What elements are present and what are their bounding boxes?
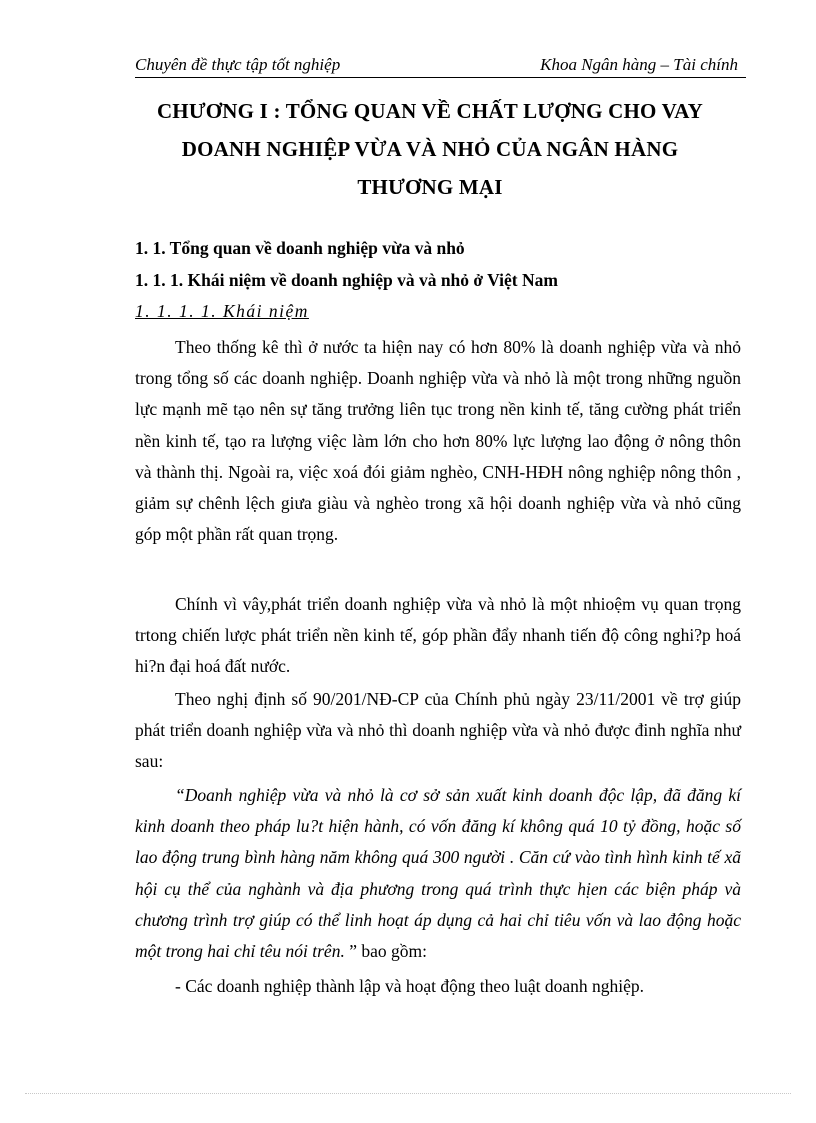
paragraph-importance-text: Chính vì vây,phát triển doanh nghiệp vừa và nhỏ là một nhioệm vụ quan trọng trtong chiến lược phát triển nền kinh tế, góp phần đẩy nhanh tiến độ công nghi?p hoá hi?n đại hoá đất nước. xyxy=(135,594,741,677)
header-faculty: Khoa Ngân hàng – Tài chính xyxy=(540,55,738,74)
section-heading-1-1-1: 1. 1. 1. Khái niệm về doanh nghiệp và và nhỏ ở Việt Nam xyxy=(135,270,558,290)
paragraph-decree-text: Theo nghị định số 90/201/NĐ-CP của Chính phủ ngày 23/11/2001 về trợ giúp phát triển doanh nghiệp vừa và nhỏ thì doanh nghiệp vừa và nhỏ được đinh nghĩa như sau: xyxy=(135,689,741,772)
list-item-text: - Các doanh nghiệp thành lập và hoạt động theo luật doanh nghiệp. xyxy=(175,976,644,996)
definition-tail: ” bao gồm: xyxy=(344,941,427,962)
paragraph-importance xyxy=(135,589,741,683)
paragraph-statistics xyxy=(135,332,741,550)
page-footer-divider xyxy=(25,1093,791,1094)
chapter-title xyxy=(110,92,750,206)
paragraph-decree xyxy=(135,684,741,778)
chapter-title-line-3: THƯƠNG MẠI xyxy=(357,175,503,199)
section-heading-1-1-1-1: 1. 1. 1. 1. Khái niệm xyxy=(135,301,309,321)
chapter-title-line-1: CHƯƠNG I : TỔNG QUAN VỀ CHẤT LƯỢNG CHO VAY xyxy=(156,99,704,123)
chapter-title-line-2: DOANH NGHIỆP VỪA VÀ NHỎ CỦA NGÂN HÀNG xyxy=(181,137,679,161)
page-header xyxy=(135,53,746,78)
paragraph-definition-text xyxy=(135,780,741,967)
paragraph-statistics-text: Theo thống kê thì ở nước ta hiện nay có hơn 80% là doanh nghiệp vừa và nhỏ trong tổng số các doanh nghiệp. Doanh nghiệp vừa và nhỏ là một trong những nguồn lực mạnh mẽ tạo nên sự tăng trưởng liên tục trong nền kinh tế, tăng cường phát triển nền kinh tế, tạo ra lượng việc làm lớn cho hơn 80% lực lượng lao động ở nông thôn và thành thị. Ngoài ra, việc xoá đói giảm nghèo, CNH-HĐH nông nghiệp nông thôn , giảm sự chênh lệch giưa giàu và nghèo trong xã hội doanh nghiệp vừa và nhỏ cũng góp một phần rất quan trọng. xyxy=(135,337,741,545)
definition-quote: “Doanh nghiệp vừa và nhỏ là cơ sở sản xuất kinh doanh độc lập, đã đăng kí kinh doanh theo pháp lu?t hiện hành, có vốn đăng kí không quá 10 tỷ đồng, hoặc số lao động trung bình hàng năm không quá 300 người . Căn cứ vào tình hình kinh tế xã hội cụ thể của nghành và địa phương trong quá trình thực hịen các biện pháp và chương trình trợ giúp có thể linh hoạt áp dụng cả hai chỉ tiêu vốn và lao động hoặc một trong hai chỉ têu nói trên. xyxy=(135,785,741,962)
section-heading-1-1: 1. 1. Tổng quan về doanh nghiệp vừa và nhỏ xyxy=(135,238,465,258)
paragraph-definition xyxy=(135,780,741,967)
header-document-title: Chuyên đề thực tập tốt nghiệp xyxy=(135,55,341,74)
paragraph-list-item xyxy=(135,971,741,1002)
